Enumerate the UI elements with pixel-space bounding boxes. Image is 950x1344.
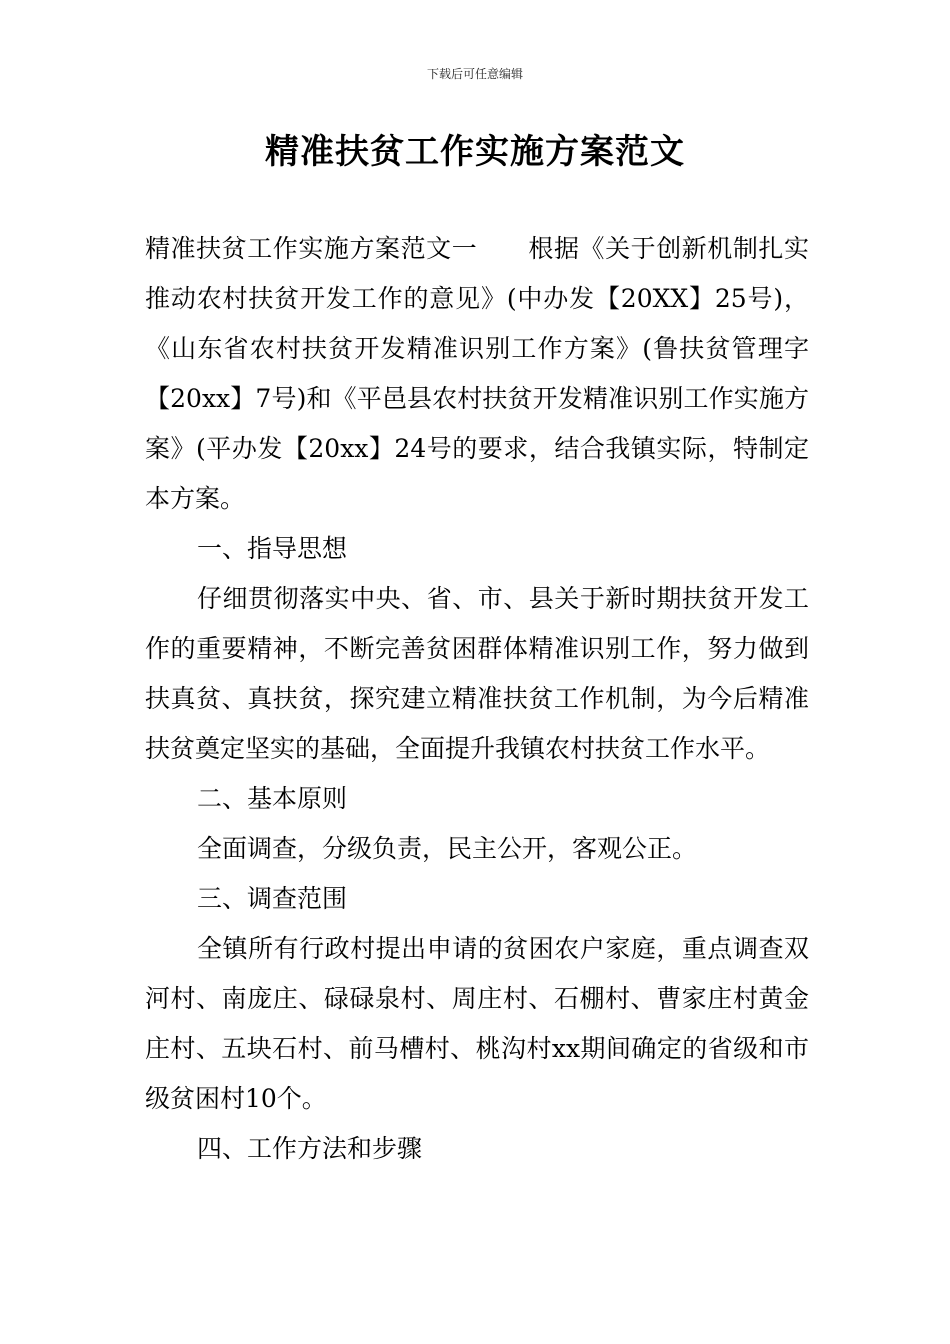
document-body: [145, 224, 809, 1174]
paragraph-survey-scope: 全镇所有行政村提出申请的贫困农户家庭，重点调查双河村、南庞庄、碌碌泉村、周庄村、石棚村、曹家庄村黄金庄村、五块石村、前马槽村、桃沟村xx期间确定的省级和市级贫困村10个。: [145, 934, 809, 1113]
section-heading-guiding-ideology: 一、指导思想: [197, 534, 348, 563]
paragraph-intro: 精准扶贫工作实施方案范文一 根据《关于创新机制扎实推动农村扶贫开发工作的意见》(中办发【20XX】25号)，《山东省农村扶贫开发精准识别工作方案》(鲁扶贫管理字【20xx】7号)和《平邑县农村扶贫开发精准识别工作实施方案》(平办发【20xx】24号的要求，结合我镇实际，特制定本方案。: [145, 234, 809, 513]
paragraph-guiding-ideology: 仔细贯彻落实中央、省、市、县关于新时期扶贫开发工作的重要精神，不断完善贫困群体精准识别工作，努力做到扶真贫、真扶贫，探究建立精准扶贫工作机制，为今后精准扶贫奠定坚实的基础，全面提升我镇农村扶贫工作水平。: [145, 584, 809, 763]
section-heading-methods-steps: 四、工作方法和步骤: [197, 1134, 423, 1163]
page-header-note: 下载后可任意编辑: [426, 67, 523, 81]
section-heading-basic-principles: 二、基本原则: [197, 784, 348, 813]
paragraph-basic-principles: 全面调查，分级负责，民主公开，客观公正。: [197, 834, 698, 863]
document-title: 精准扶贫工作实施方案范文: [265, 132, 685, 172]
section-heading-survey-scope: 三、调查范围: [197, 884, 348, 913]
